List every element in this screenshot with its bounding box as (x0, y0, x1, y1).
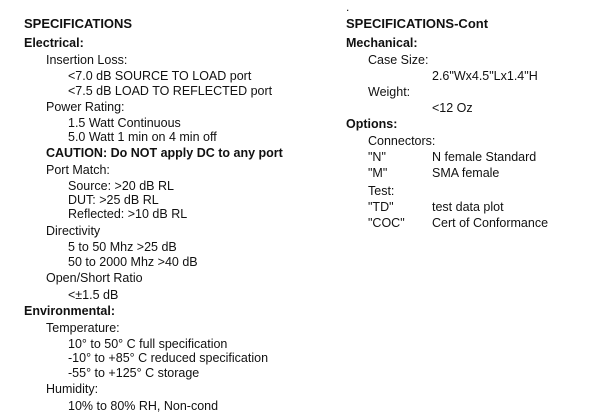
temperature-line1: 10° to 50° C full specification (68, 337, 228, 351)
connector-desc-n: N female Standard (432, 150, 537, 164)
spec-title: SPECIFICATIONS (24, 16, 133, 31)
connector-desc-m: SMA female (432, 166, 500, 180)
weight-label: Weight: (368, 85, 411, 99)
test-code-td: "TD" (368, 200, 394, 214)
test-label: Test: (368, 184, 395, 198)
power-rating-line1: 1.5 Watt Continuous (68, 116, 181, 130)
power-rating-line2: 5.0 Watt 1 min on 4 min off (68, 130, 217, 144)
mechanical-heading: Mechanical: (346, 36, 418, 50)
insertion-loss-line1: <7.0 dB SOURCE TO LOAD port (68, 69, 252, 83)
temperature-line3: -55° to +125° C storage (68, 366, 200, 380)
directivity-label: Directivity (46, 224, 101, 238)
directivity-line1: 5 to 50 Mhz >25 dB (68, 240, 177, 254)
port-match-line3: Reflected: >10 dB RL (68, 207, 188, 221)
spec-cont-title: SPECIFICATIONS-Cont (346, 16, 489, 31)
connector-code-m: "M" (368, 166, 388, 180)
humidity-label: Humidity: (46, 382, 99, 396)
port-match-line2: DUT: >25 dB RL (68, 193, 159, 207)
stray-dot: . (346, 0, 350, 14)
test-code-coc: "COC" (368, 216, 405, 230)
options-heading: Options: (346, 117, 398, 131)
test-desc-td: test data plot (432, 200, 504, 214)
connectors-label: Connectors: (368, 134, 436, 148)
power-rating-label: Power Rating: (46, 100, 125, 114)
temperature-label: Temperature: (46, 321, 120, 335)
humidity-line1: 10% to 80% RH, Non-cond (68, 399, 219, 413)
open-short-line1: <±1.5 dB (68, 288, 119, 302)
case-size-value: 2.6"Wx4.5"Lx1.4"H (432, 69, 538, 83)
insertion-loss-line2: <7.5 dB LOAD TO REFLECTED port (68, 84, 273, 98)
directivity-line2: 50 to 2000 Mhz >40 dB (68, 255, 198, 269)
case-size-label: Case Size: (368, 53, 429, 67)
weight-value: <12 Oz (432, 101, 473, 115)
port-match-label: Port Match: (46, 163, 110, 177)
environmental-heading: Environmental: (24, 304, 115, 318)
electrical-heading: Electrical: (24, 36, 84, 50)
open-short-label: Open/Short Ratio (46, 271, 143, 285)
insertion-loss-label: Insertion Loss: (46, 53, 128, 67)
caution-text: CAUTION: Do NOT apply DC to any port (46, 146, 283, 160)
test-desc-coc: Cert of Conformance (432, 216, 549, 230)
port-match-line1: Source: >20 dB RL (68, 179, 174, 193)
temperature-line2: -10° to +85° C reduced specification (68, 351, 269, 365)
connector-code-n: "N" (368, 150, 386, 164)
